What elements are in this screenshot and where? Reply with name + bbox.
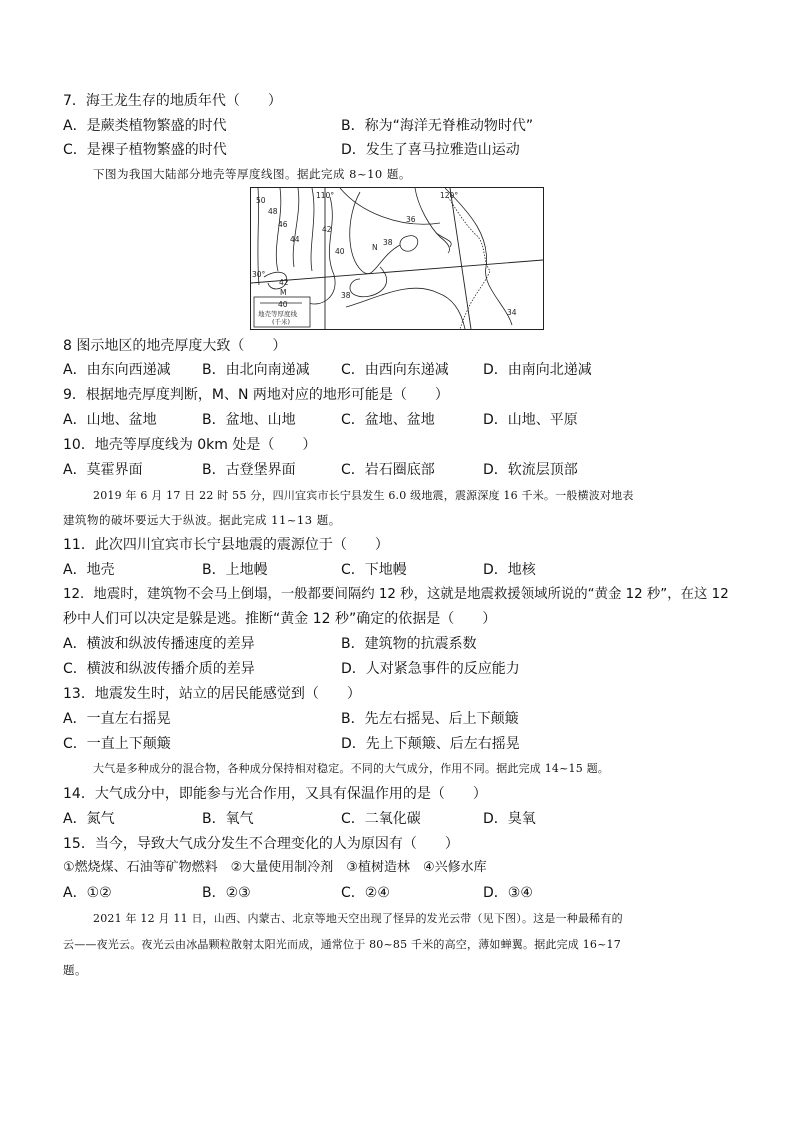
q7-stem: 7．海王龙生存的地质年代（ ） — [63, 93, 282, 109]
q7-option-d: D．发生了喜马拉雅造山运动 — [341, 142, 520, 158]
contour-label-38-n: 38 — [383, 238, 393, 247]
q10-option-b: B．古登堡界面 — [202, 462, 296, 478]
q11-option-d: D．地核 — [483, 562, 536, 578]
q14-option-b: B．氧气 — [202, 811, 254, 827]
q12-option-d: D．人对紧急事件的反应能力 — [341, 661, 520, 677]
crust-thickness-map — [250, 187, 544, 330]
q7-option-c: C．是裸子植物繁盛的时代 — [63, 142, 227, 158]
contour-label-36: 36 — [406, 215, 416, 224]
q8-option-a: A．由东向西递减 — [63, 362, 171, 378]
q13-option-b: B．先左右摇晃、后上下颠簸 — [341, 711, 519, 727]
q13-stem: 13．地震发生时，站立的居民能感觉到（ ） — [63, 686, 361, 702]
q14-stem: 14．大气成分中，即能参与光合作用，又具有保温作用的是（ ） — [63, 786, 487, 802]
q14-option-d: D．臭氧 — [483, 811, 536, 827]
q12-option-a: A．横波和纵波传播速度的差异 — [63, 636, 255, 652]
q11-stem: 11．此次四川宜宾市长宁县地震的震源位于（ ） — [63, 537, 389, 553]
q10-option-c: C．岩石圈底部 — [341, 462, 435, 478]
contour-label-44: 44 — [290, 235, 300, 244]
legend-title: 地壳等厚度线 — [258, 310, 297, 318]
q7-option-a: A．是蕨类植物繁盛的时代 — [63, 118, 227, 134]
q11-option-a: A．地壳 — [63, 562, 115, 578]
contour-label-42-a: 42 — [322, 225, 332, 234]
q10-stem: 10．地壳等厚度线为 0km 处是（ ） — [63, 437, 317, 453]
intro-8-10: 下图为我国大陆部分地壳等厚度线图。据此完成 8~10 题。 — [93, 167, 411, 181]
contour-label-34: 34 — [507, 308, 517, 317]
q15-stem: 15．当今，导致大气成分发生不合理变化的人为原因有（ ） — [63, 836, 459, 852]
q8-option-d: D．由南向北递减 — [483, 362, 592, 378]
q12-option-c: C．横波和纵波传播介质的差异 — [63, 661, 255, 677]
legend-unit: (千米) — [272, 318, 291, 326]
intro-16-17-line3: 题。 — [63, 963, 87, 977]
latitude-30-label: 30° — [252, 270, 266, 279]
q11-option-b: B．上地幔 — [202, 562, 268, 578]
point-n-label: N — [372, 243, 378, 252]
contour-label-50: 50 — [256, 196, 266, 205]
contour-label-46: 46 — [278, 220, 288, 229]
q15-option-b: B．②③ — [202, 885, 251, 901]
legend-value: 40 — [278, 300, 288, 309]
q12-stem-line2: 秒中人们可以决定是躲是逃。推断“黄金 12 秒”确定的依据是（ ） — [63, 611, 497, 627]
q13-option-c: C．一直上下颠簸 — [63, 736, 171, 752]
q15-option-a: A．①② — [63, 885, 112, 901]
contour-label-48: 48 — [268, 207, 278, 216]
intro-14-15: 大气是多种成分的混合物，各种成分保持相对稳定。不同的大气成分，作用不同。据此完成 14~15 题。 — [93, 762, 610, 775]
q10-option-d: D．软流层顶部 — [483, 462, 578, 478]
longitude-120-label: 120° — [440, 191, 459, 200]
q9-option-b: B．盆地、山地 — [202, 412, 296, 428]
q11-option-c: C．下地幔 — [341, 562, 407, 578]
intro-16-17-line2: 云——夜光云。夜光云由冰晶颗粒散射太阳光而成，通常位于 80~85 千米的高空，薄如蝉翼。据此完成 16~17 — [63, 938, 621, 951]
q13-option-d: D．先上下颠簸、后左右摇晃 — [341, 736, 520, 752]
contour-label-40: 40 — [335, 247, 345, 256]
longitude-110-label: 110° — [316, 191, 335, 200]
q14-option-a: A．氮气 — [63, 811, 115, 827]
q7-option-b: B．称为“海洋无脊椎动物时代” — [341, 118, 534, 134]
intro-11-13-line2: 建筑物的破坏要远大于纵波。据此完成 11~13 题。 — [63, 513, 341, 527]
q13-option-a: A．一直左右摇晃 — [63, 711, 171, 727]
contour-label-38-a: 38 — [341, 291, 351, 300]
q15-items: ①燃烧煤、石油等矿物燃料 ②大量使用制冷剂 ③植树造林 ④兴修水库 — [63, 860, 487, 875]
q15-option-d: D．③④ — [483, 885, 533, 901]
q14-option-c: C．二氧化碳 — [341, 811, 421, 827]
q8-option-b: B．由北向南递减 — [202, 362, 310, 378]
q12-option-b: B．建筑物的抗震系数 — [341, 636, 477, 652]
intro-11-13-line1: 2019 年 6 月 17 日 22 时 55 分，四川宜宾市长宁县发生 6.0 级地震，震源深度 16 千米。一般横波对地表 — [93, 489, 634, 502]
q9-option-d: D．山地、平原 — [483, 412, 578, 428]
q12-stem-line1: 12．地震时，建筑物不会马上倒塌，一般都要间隔约 12 秒，这就是地震救援领域所说的“黄金 12 秒”，在这 12 — [63, 587, 729, 602]
contour-label-42-b: 42 — [279, 278, 289, 287]
q10-option-a: A．莫霍界面 — [63, 462, 143, 478]
q9-stem: 9．根据地壳厚度判断，M、N 两地对应的地形可能是（ ） — [63, 387, 449, 403]
q8-stem: 8 图示地区的地壳厚度大致（ ） — [63, 338, 287, 354]
q8-option-c: C．由西向东递减 — [341, 362, 449, 378]
q9-option-c: C．盆地、盆地 — [341, 412, 435, 428]
point-m-label: M — [280, 288, 287, 297]
q9-option-a: A．山地、盆地 — [63, 412, 157, 428]
intro-16-17-line1: 2021 年 12 月 11 日，山西、内蒙古、北京等地天空出现了怪异的发光云带（见下图）。这是一种最稀有的 — [93, 912, 623, 925]
q15-option-c: C．②④ — [341, 885, 390, 901]
